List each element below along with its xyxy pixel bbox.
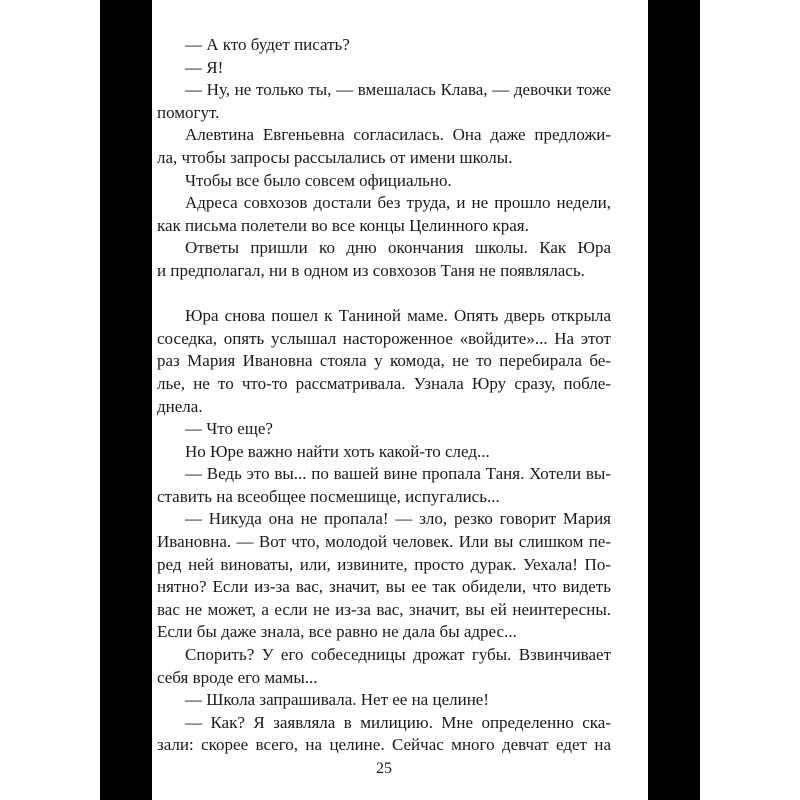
- right-black-border: [648, 0, 700, 800]
- text-line: себя вроде его мамы...: [157, 667, 318, 687]
- book-page: [152, 0, 648, 800]
- text-line: Ивановна. — Вот что, молодой человек. Или вы слишком пе-: [157, 532, 611, 552]
- text-line: помогут.: [157, 102, 220, 122]
- page-number: 25: [376, 760, 392, 777]
- text-line: лье, не то что-то рассматривала. Узнала Юру сразу, побле-: [157, 373, 611, 393]
- text-line: Если бы даже знала, все равно не дала бы адрес...: [157, 622, 517, 642]
- text-line: зали: скорее всего, на целине. Сейчас много девчат едет на: [157, 735, 611, 755]
- text-line: соседка, опять услышал настороженное «войдите»... На этот: [157, 328, 611, 348]
- text-line: Спорить? У его собеседницы дрожат губы. Взвинчивает: [185, 645, 611, 665]
- page-body-text: [157, 34, 611, 757]
- text-line: Но Юре важно найти хоть какой-то след...: [185, 441, 490, 461]
- text-line: Ответы пришли ко дню окончания школы. Как Юра: [185, 238, 611, 258]
- text-line: Алевтина Евгеньевна согласилась. Она даже предложи-: [185, 125, 611, 145]
- text-line: ред ней виноваты, или, извините, просто дурак. Уехала! По-: [157, 554, 611, 574]
- text-line: раз Мария Ивановна стояла у комода, не то перебирала бе-: [157, 351, 611, 371]
- text-line: вас не может, а если не из-за вас, значит, вы ей неинтересны.: [157, 599, 611, 619]
- text-line: ставить на всеобщее посмешище, испугались...: [157, 486, 500, 506]
- section-break: [157, 283, 611, 306]
- text-line: ла, чтобы запросы рассылались от имени школы.: [157, 147, 513, 167]
- left-black-border: [100, 0, 152, 800]
- text-line: Юра снова пошел к Таниной маме. Опять дверь открыла: [185, 306, 611, 326]
- text-line: — Ведь это вы... по вашей вине пропала Таня. Хотели вы-: [185, 464, 611, 484]
- text-line: и предполагал, ни в одном из совхозов Таня не появлялась.: [157, 260, 585, 280]
- text-line: — Ну, не только ты, — вмешалась Клава, — девочки тоже: [185, 80, 611, 100]
- text-line: — А кто будет писать?: [185, 35, 350, 54]
- text-line: — Я!: [185, 57, 224, 77]
- text-line: Чтобы все было совсем официально.: [185, 170, 452, 190]
- text-line: — Как? Я заявляла в милицию. Мне определенно ска-: [185, 712, 611, 732]
- text-line: — Никуда она не пропала! — зло, резко говорит Мария: [185, 509, 611, 529]
- text-line: — Что еще?: [185, 419, 273, 439]
- text-line: Адреса совхозов достали без труда, и не прошло недели,: [185, 193, 611, 213]
- text-line: днела.: [157, 396, 203, 416]
- text-line: как письма полетели во все концы Целинного края.: [157, 215, 529, 235]
- text-line: нятно? Если из-за вас, значит, вы ее так обидели, что видеть: [157, 577, 611, 597]
- text-line: — Школа запрашивала. Нет ее на целине!: [185, 690, 490, 710]
